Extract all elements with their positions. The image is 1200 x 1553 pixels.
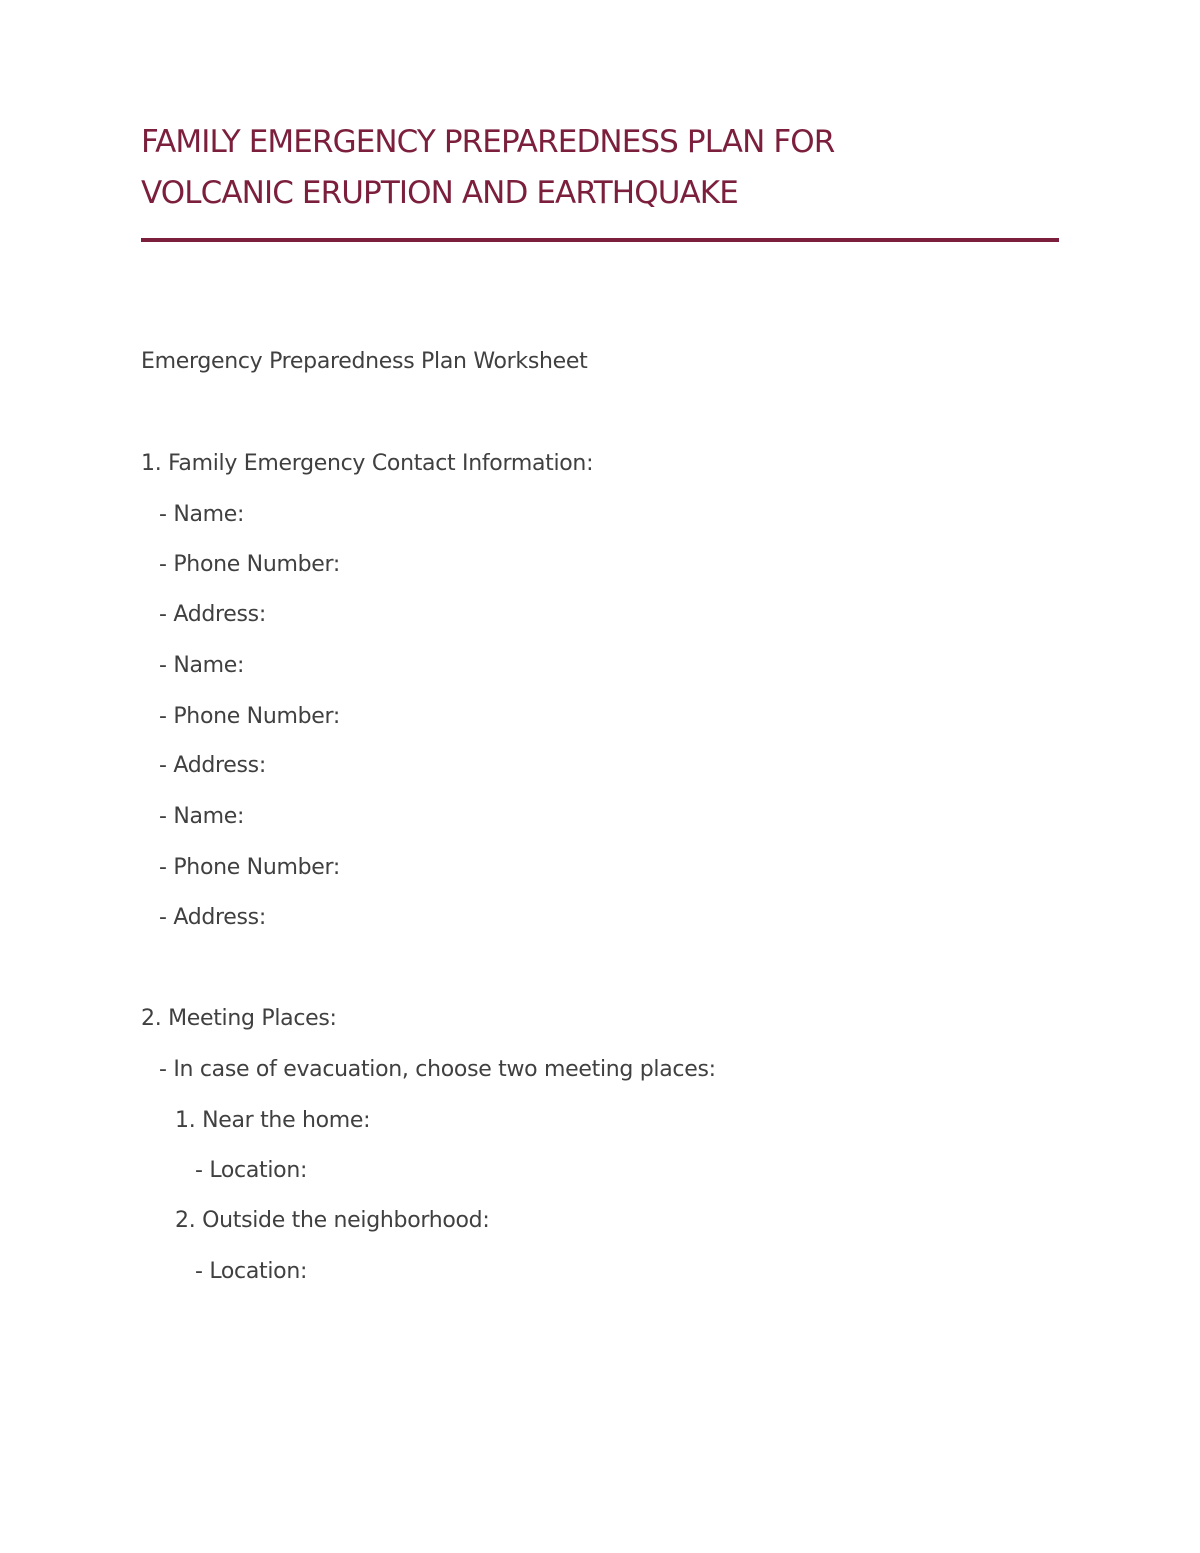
contact-address-field-2: - Address: xyxy=(159,753,266,778)
contact-phone-field-1: - Phone Number: xyxy=(159,552,340,577)
meeting-places-intro: - In case of evacuation, choose two meeting places: xyxy=(159,1057,716,1082)
contact-address-field-3: - Address: xyxy=(159,905,266,930)
meeting-place-outside-label: 2. Outside the neighborhood: xyxy=(175,1208,490,1233)
document-title-line-2: VOLCANIC ERUPTION AND EARTHQUAKE xyxy=(141,175,738,211)
title-divider xyxy=(141,238,1059,242)
worksheet-subtitle: Emergency Preparedness Plan Worksheet xyxy=(141,349,588,374)
document-title-line-1: FAMILY EMERGENCY PREPAREDNESS PLAN FOR xyxy=(141,124,835,160)
contact-name-field-2: - Name: xyxy=(159,653,245,678)
meeting-place-outside-location: - Location: xyxy=(195,1259,308,1284)
section-heading-meeting-places: 2. Meeting Places: xyxy=(141,1006,337,1031)
contact-phone-field-2: - Phone Number: xyxy=(159,704,340,729)
contact-name-field-3: - Name: xyxy=(159,804,245,829)
meeting-place-near-home-location: - Location: xyxy=(195,1158,308,1183)
contact-address-field-1: - Address: xyxy=(159,602,266,627)
meeting-place-near-home-label: 1. Near the home: xyxy=(175,1108,371,1133)
contact-name-field-1: - Name: xyxy=(159,502,245,527)
contact-phone-field-3: - Phone Number: xyxy=(159,855,340,880)
section-heading-contacts: 1. Family Emergency Contact Information: xyxy=(141,451,594,476)
